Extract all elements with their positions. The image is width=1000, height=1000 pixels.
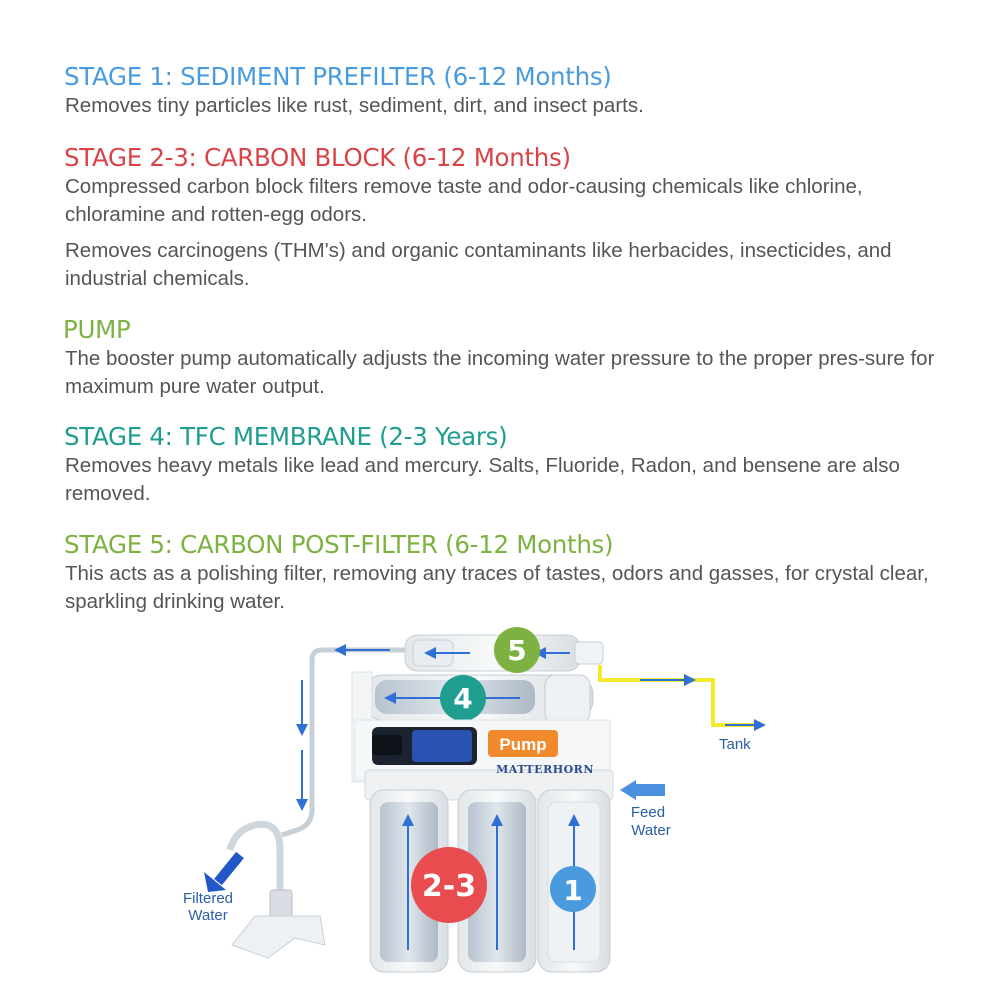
stage-2-3-title: STAGE 2-3: CARBON BLOCK (6-12 Months) xyxy=(64,143,571,172)
stage-4-badge-number: 4 xyxy=(453,682,473,715)
stage-1-description: Removes tiny particles like rust, sediment, dirt, and insect parts. xyxy=(65,94,644,117)
stage-2-3-badge xyxy=(411,847,487,923)
feed-water-label-2: Water xyxy=(631,822,671,839)
pump-badge xyxy=(488,730,558,757)
feed-water-label-1: Feed xyxy=(630,804,666,821)
brand-logo: MATTERHORN xyxy=(496,763,594,776)
stage-4-description: Removes heavy metals like lead and mercury. Salts, Fluoride, Radon, and bensene are also removed. xyxy=(65,454,900,505)
stage-2-3-section xyxy=(64,143,964,293)
stage-4-title: STAGE 4: TFC MEMBRANE (2-3 Years) xyxy=(64,422,508,451)
filtered-water-label-1: Filtered xyxy=(182,890,234,907)
stage-4-badge xyxy=(440,675,486,721)
stage-5-badge xyxy=(494,627,540,673)
pump-section xyxy=(64,315,964,401)
stage-1-badge-number: 1 xyxy=(563,874,583,907)
tank-line xyxy=(600,665,760,725)
filtration-system-diagram xyxy=(0,620,1000,1000)
stage-1-badge xyxy=(550,866,596,912)
filtered-water-arrow-icon xyxy=(204,855,240,892)
faucet xyxy=(230,824,325,958)
stage-5-title: STAGE 5: CARBON POST-FILTER (6-12 Months) xyxy=(64,530,614,559)
stage-2-3-badge-number: 2-3 xyxy=(421,869,477,904)
pump-title: PUMP xyxy=(63,315,131,344)
filtered-water-label-2: Water xyxy=(188,907,228,924)
stage-2-3-description: Compressed carbon block filters remove taste and odor-causing chemicals like chlorine, chloramine and rotten-egg odors. xyxy=(65,175,863,226)
stage-2-3-description-2: Removes carcinogens (THM's) and organic contaminants like herbacides, insecticides, and industrial chemicals. xyxy=(65,239,892,290)
stage-4-section xyxy=(64,422,964,508)
stage-1-section xyxy=(64,62,964,120)
stage-5-badge-number: 5 xyxy=(507,634,527,667)
pump-description: The booster pump automatically adjusts the incoming water pressure to the proper pres-sure for maximum pure water output. xyxy=(65,347,935,398)
stage-5-description: This acts as a polishing filter, removing any traces of tastes, odors and gasses, for crystal clear, sparkling drinking water. xyxy=(65,562,929,613)
booster-pump xyxy=(372,727,477,765)
stage-5-section xyxy=(64,530,964,616)
feed-water-arrow-icon xyxy=(620,780,665,800)
tank-label: Tank xyxy=(719,736,751,753)
pump-badge-label: Pump xyxy=(499,735,547,754)
stage-1-title: STAGE 1: SEDIMENT PREFILTER (6-12 Months) xyxy=(64,62,612,91)
